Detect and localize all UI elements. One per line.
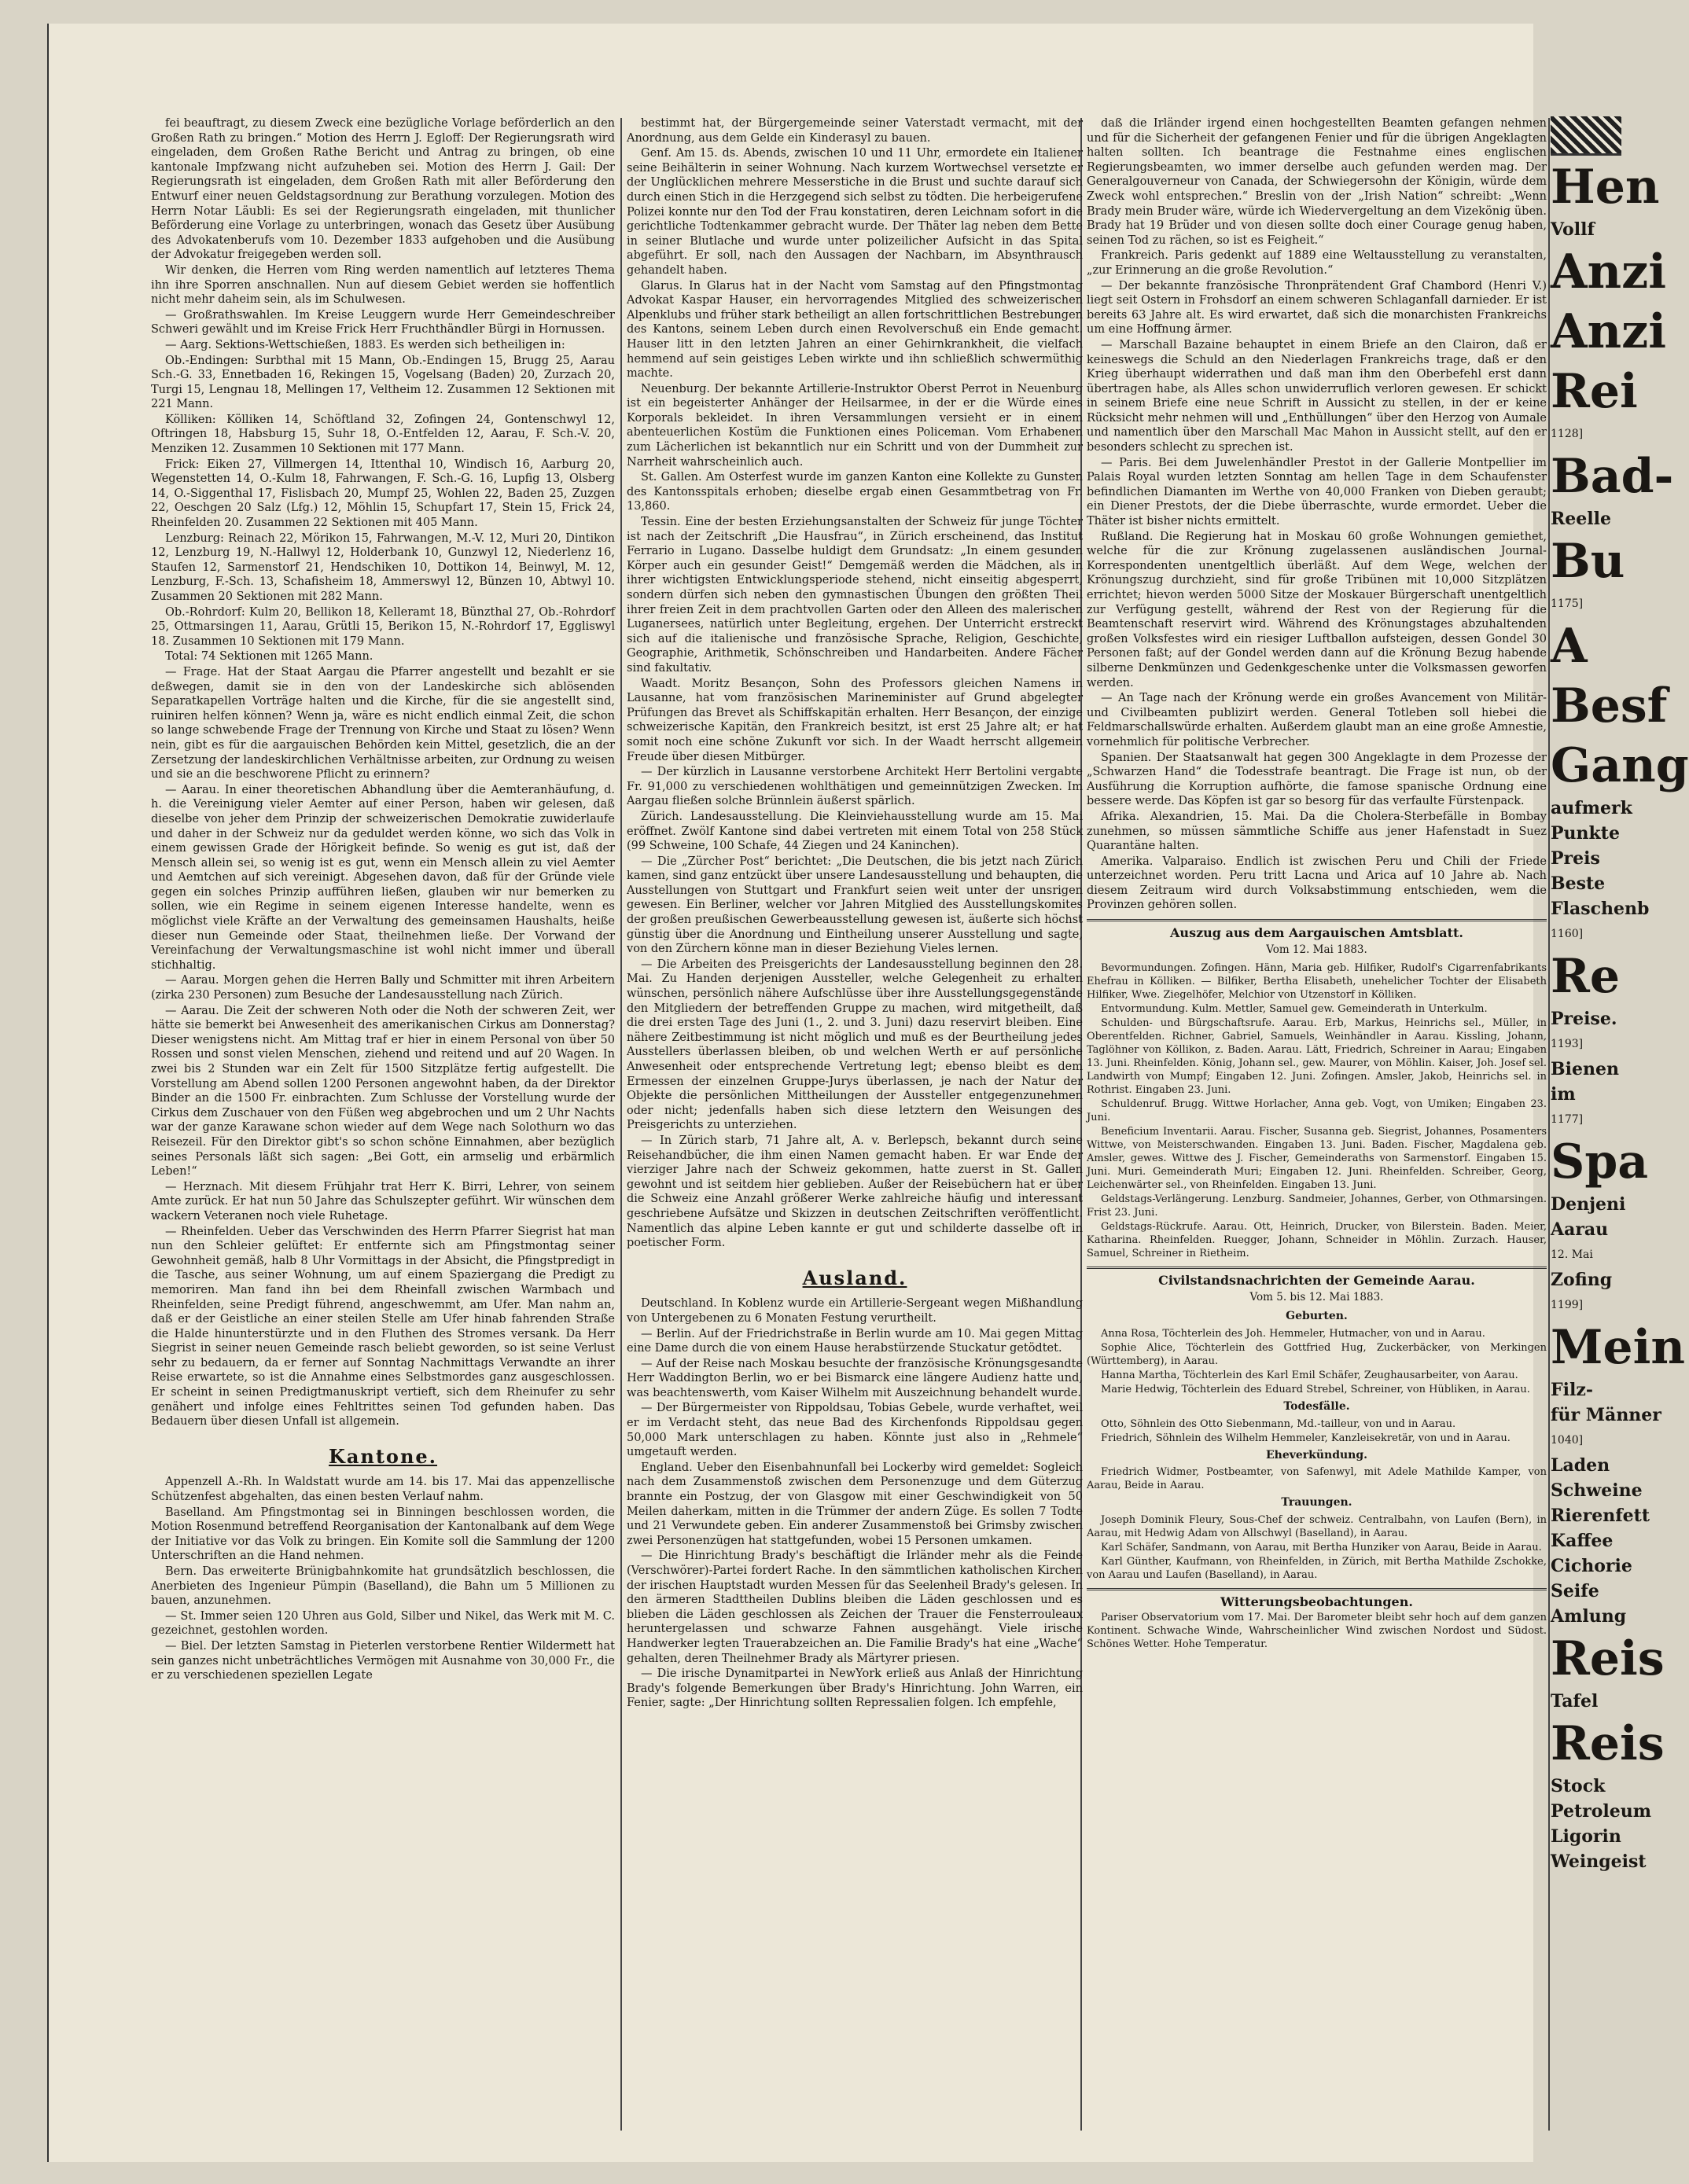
article-paragraph: Karl Schäfer, Sandmann, von Aarau, mit Bertha Hunziker von Aarau, Beide in Aarau. (1101, 1541, 1542, 1553)
article-paragraph: bestimmt hat, der Bürgergemeinde seiner Vaterstadt vermacht, mit der Anordnung, aus dem Gelde ein Kinderasyl zu bauen. (627, 117, 1083, 145)
adjacent-page-fragment: 1199] (1551, 1299, 1584, 1311)
article-paragraph: — Großrathswahlen. Im Kreise Leuggern wurde Herr Gemeindeschreiber Schweri gewählt und im Kreise Frick Herr Fruchthändler Bürgi in Hornussen. (151, 308, 615, 336)
article-paragraph: Sophie Alice, Töchterlein des Gottfried Hug, Zuckerbäcker, von Merkingen (Württemberg), in Aarau. (1087, 1342, 1547, 1368)
article-paragraph: Appenzell A.-Rh. In Waldstatt wurde am 14. bis 17. Mai das appenzellische Schützenfest abgehalten, das einen besten Verlauf nahm. (151, 1476, 615, 1504)
article-paragraph: Joseph Dominik Fleury, Sous-Chef der schweiz. Centralbahn, von Laufen (Bern), in Aarau, mit Hedwig Adam von Allschwyl (Baselland), in Aarau. (1087, 1513, 1547, 1539)
article-paragraph: — Aarg. Sektions-Wettschießen, 1883. Es werden sich betheiligen in: (165, 338, 565, 351)
article-paragraph: Neuenburg. Der bekannte Artillerie-Instruktor Oberst Perrot in Neuenburg ist ein begeisterter Anhänger der Heilsarmee, in der er die Würde eines Korporals bekleidet. In ihren Versammlungen versieht er in einem abenteuerlichen Kostüm die Funktionen eines Policeman. Vom Erhabenen zum Lächerlichen ist bekanntlich nur ein Schritt und von der Dummheit zur Narrheit wahrscheinlich auch. (627, 382, 1083, 469)
article-paragraph: — Die Hinrichtung Brady's beschäftigt die Irländer mehr als die Feinde (Verschwörer)-Partei fordert Rache. In den sämmtlichen katholischen Kirchen der irischen Hauptstadt wurden Messen für das Seelenheil Brady's gelesen. In den ärmeren Stadttheilen Dublins bleiben die Läden geschlossen und es blieben die Läden geschlossen als Zeichen der Trauer die Fensterrouleaux heruntergelassen und schwarze Fahnen ausgehängt. Viele irische Handwerker legten Trauerabzeichen an. Die Familie Brady's hat eine „Wache“ gehalten, deren Theilnehmer Brady als Märtyrer priesen. (627, 1550, 1083, 1665)
adjacent-page-fragment: Besf (1551, 678, 1668, 734)
adjacent-page-fragment: Stock (1551, 1776, 1606, 1796)
article-paragraph: — Der kürzlich in Lausanne verstorbene Architekt Herr Bertolini vergabte Fr. 91,000 zu verschiedenen wohlthätigen und gemeinnützigen Zwecken. Im Aargau fließen solche Brünnlein äußerst spärlich. (627, 766, 1083, 808)
article-paragraph: — Auf der Reise nach Moskau besuchte der französische Krönungsgesandte Herr Waddington Berlin, wo er bei Bismarck eine längere Audienz hatte und, was beachtenswerth, vom Kaiser Wilhelm mit Auszeichnung behandelt wurde. (627, 1357, 1083, 1399)
article-paragraph: Genf. Am 15. ds. Abends, zwischen 10 und 11 Uhr, ermordete ein Italiener seine Beihälterin in seiner Wohnung. Nach kurzem Wortwechsel versetzte er der Unglücklichen mehrere Messerstiche in die Brust und suchte darauf sich durch einen Stich in die Herzgegend sich selbst zu tödten. Die herbeigerufene Polizei konnte nur den Tod der Frau konstatiren, deren Leichnam sofort in die gerichtliche Todtenkammer gebracht wurde. Der Thäter lag neben dem Bette in seiner Blutlache und wurde unter polizeilicher Aufsicht in das Spital abgeführt. Er soll, nach den Aussagen der Nachbarn, im Absynthrausch gehandelt haben. (627, 147, 1083, 277)
adjacent-page-fragment: Vollf (1551, 219, 1595, 240)
adjacent-page-fragment: im (1551, 1084, 1576, 1105)
article-paragraph: — Die irische Dynamitpartei in NewYork erließ aus Anlaß der Hinrichtung Brady's folgende Bemerkungen über Brady's Hinrichtung. John Warren, ein Fenier, sagte: „Der Hinrichtung sollten Repressalien folgen. Ich empfehle, (627, 1667, 1083, 1710)
article-paragraph: Wir denken, die Herren vom Ring werden namentlich auf letzteres Thema ihn ihre Sporren anschnallen. Nun auf diesem Gebiet werden sie hoffentlich nicht mehr daheim sein, als im Schulwesen. (151, 263, 615, 307)
article-paragraph: England. Ueber den Eisenbahnunfall bei Lockerby wird gemeldet: Sogleich nach dem Zusammenstoß zwischen dem Personenzuge und dem Güterzug brannte ein Postzug, der von Glasgow mit einer Geschwindigkeit von 50 Meilen daherkam, mitten in die Trümmer der andern Züge. Es sollen 7 Todte und 21 Verwundete geben. Ein anderer Zusammenstoß bei Grimsby zwischen zwei Personenzügen hat stattgefunden, wobei 15 Personen umkamen. (627, 1461, 1083, 1547)
article-paragraph: Ob.-Endingen: Surbthal mit 15 Mann, Ob.-Endingen 15, Brugg 25, Aarau Sch.-G. 33, Ennetbaden 16, Rekingen 15, Vogelsang (Baden) 20, Zurzach 20, Turgi 15, Lengnau 18, Mellingen 17, Veltheim 12. Zusammen 12 Sektionen mit 221 Mann. (151, 354, 615, 411)
adjacent-page-fragment: Mein (1551, 1320, 1686, 1375)
article-paragraph: daß die Irländer irgend einen hochgestellten Beamten gefangen nehmen und für die Sicherheit der gefangenen Fenier und für die übrigen Angeklagten halten sollten. Ich beantrage die Festnahme eines englischen Regierungsbeamten, wo immer derselbe auch gefunden werden mag. Der Generalgouverneur von Canada, der Schwiegersohn der Königin, würde dem Zweck wohl entsprechen.“ Breslin von der „Irish Nation“ schreibt: „Wenn Brady mein Bruder wäre, würde ich Wiedervergeltung an dem Vizekönig üben. Brady hat 19 Brüder und von diesen sollte doch einer Courage genug haben, seinen Tod zu rächen, so ist es Feigheit.“ (1087, 117, 1547, 247)
adjacent-page-fragment: Punkte (1551, 823, 1620, 844)
article-paragraph: Geldstags-Rückrufe. Aarau. Ott, Heinrich, Drucker, von Bilerstein. Baden. Meier, Katharina. Rheinfelden. Ruegger, Johann, Schneider in Möhlin. Zurzach. Hauser, Samuel, Schreiner in Rietheim. (1087, 1221, 1547, 1260)
adjacent-page-fragment: Rei (1551, 364, 1638, 419)
adjacent-page-fragment: Petroleum (1551, 1801, 1652, 1822)
article-paragraph: — Aarau. Morgen gehen die Herren Bally und Schmitter mit ihren Arbeitern (zirka 230 Personen) zum Besuche der Landesausstellung nach Zürich. (151, 974, 615, 1002)
article-paragraph: Deutschland. In Koblenz wurde ein Artillerie-Sergeant wegen Mißhandlung von Untergebenen zu 6 Monaten Festung verurtheilt. (627, 1297, 1083, 1325)
adjacent-page-fragment: Beste (1551, 873, 1606, 894)
marriage-announce-title: Eheverkündung. (1265, 1448, 1368, 1462)
adjacent-page-fragment: Anzi (1551, 304, 1667, 359)
adjacent-page-fragment: 1128] (1551, 428, 1584, 440)
article-paragraph: Marie Hedwig, Töchterlein des Eduard Strebel, Schreiner, von Hübliken, in Aarau. (1101, 1384, 1530, 1396)
article-paragraph: Friedrich Widmer, Postbeamter, von Safenwyl, mit Adele Mathilde Kamper, von Aarau, Beide in Aarau. (1087, 1466, 1547, 1492)
adjacent-page-fragment: Preis (1551, 848, 1600, 869)
article-paragraph: Frick: Eiken 27, Villmergen 14, Ittenthal 10, Windisch 16, Aarburg 20, Wegenstetten 14, O.-Kulm 18, Fahrwangen, F. Sch.-G. 16, Lupfig 13, Olsberg 14, O.-Siggenthal 17, Fislisbach 20, Mumpf 25, Wohlen 22, Baden 25, Zuzgen 22, Oeschgen 20 Salz (Lfg.) 12, Möhlin 15, Schupfart 17, Stein 15, Frick 24, Rheinfelden 20. Zusammen 22 Sektionen mit 405 Mann. (151, 458, 615, 530)
article-paragraph: — Marschall Bazaine behauptet in einem Briefe an den Clairon, daß er keineswegs die Schuld an den Niederlagen Frankreichs trage, daß er den Krieg überhaupt widerrathen und daß man ihm den Oberbefehl erst dann übertragen habe, als Alles schon unwiderruflich verloren gewesen. Er schickt in seinem Briefe eine neue Schrift in Aussicht zu stellen, in der er keine Rücksicht mehr nehmen will und „Enthüllungen“ über den Herzog von Aumale und namentlich über den Marschall Mac Mahon in Aussicht stellt, auf den er besonders schlecht zu sprechen ist. (1087, 338, 1547, 454)
adjacent-page-fragment: Tafel (1551, 1691, 1599, 1712)
section-title-kantone: Kantone. (328, 1444, 438, 1468)
article-paragraph: — Die „Zürcher Post“ berichtet: „Die Deutschen, die bis jetzt nach Zürich kamen, sind ganz entzückt über unsere Landesausstellung und behaupten, die Ausstellungen von Stuttgart und Frankfurt seien weit unter der unsrigen gewesen. Ein Berliner, welcher vor Jahren Mitglied des Ausstellungskomites der großen preußischen Gewerbeausstellung gewesen ist, äußerte sich höchst günstig über die Anordnung und Eintheilung unserer Ausstellung und sagte, von den Zürchern könne man in dieser Beziehung Vieles lernen. (627, 855, 1083, 956)
marriages-title: Trauungen. (1281, 1496, 1352, 1509)
adjacent-page-fragment: Bienen (1551, 1059, 1619, 1079)
amtsblatt-date: Vom 12. Mai 1883. (1266, 943, 1367, 956)
column-1 (151, 116, 615, 2129)
adjacent-page-fragment: Hen (1551, 160, 1660, 215)
adjacent-page-fragment: aufmerk (1551, 798, 1632, 818)
article-paragraph: Baselland. Am Pfingstmontag sei in Binningen beschlossen worden, die Motion Rosenmund betreffend Reorganisation der Kantonalbank auf dem Wege der Initiative vor das Volk zu bringen. Ein Komite soll die Sammlung der 1200 Unterschriften an die Hand nehmen. (151, 1506, 615, 1563)
adjacent-page-fragment: 12. Mai (1551, 1248, 1593, 1261)
article-paragraph: — An Tage nach der Krönung werde ein großes Avancement von Militär- und Civilbeamten publizirt werden. General Totleben soll hiebei die Feldmarschallswürde erhalten. Außerdem glaubt man an eine große Amnestie, vornehmlich für politische Verbrecher. (1087, 692, 1547, 748)
adjacent-page-fragment: Rierenfett (1551, 1506, 1650, 1526)
article-paragraph: Bern. Das erweiterte Brünigbahnkomite hat grundsätzlich beschlossen, die Anerbieten des Ingenieur Pümpin (Baselland), die Bahn um 5 Millionen zu bauen, anzunehmen. (151, 1565, 615, 1608)
article-paragraph: St. Gallen. Am Osterfest wurde im ganzen Kanton eine Kollekte zu Gunsten des Kantonsspitals erhoben; dieselbe ergab einen Gesammtbetrag von Fr. 13,860. (627, 471, 1083, 513)
column-rule (620, 118, 622, 2131)
adjacent-page-fragment: Reelle (1551, 509, 1611, 529)
article-paragraph: Friedrich, Söhnlein des Wilhelm Hemmeler, Kanzleisekretär, von und in Aarau. (1101, 1432, 1511, 1444)
civil-title: Civilstandsnachrichten der Gemeinde Aarau. (1087, 1267, 1547, 1289)
article-paragraph: Tessin. Eine der besten Erziehungsanstalten der Schweiz für junge Töchter ist nach der Zeitschrift „Die Hausfrau“, in Zürich erscheinend, das Institut Ferrario in Lugano. Dasselbe huldigt dem Grundsatz: „In einem gesunden Körper auch ein gesunder Geist!“ Demgemäß werden die Mädchen, als in ihrer wichtigsten Entwicklungsperiode stehend, nicht einseitig abgesperrt, sondern dürfen sich neben den gymnastischen Übungen den größten Theil ihrer freien Zeit in dem prachtvollen Garten oder den Alleen des malerischen Luganersees, natürlich unter Begleitung, ergehen. Der Unterricht erstreckt sich auf die italienische und französische Sprache, Religion, Geschichte, Geographie, Arithmetik, Schönschreiben und Handarbeiten. Andere Fächer sind fakultativ. (627, 516, 1083, 675)
article-paragraph: Schulden- und Bürgschaftsrufe. Aarau. Erb, Markus, Heinrichs sel., Müller, in Oberentfelden. Richner, Gabriel, Samuels, Weinhändler in Aarau. Kissling, Johann, Taglöhner von Köllikon, z. Baden. Aarau. Lätt, Friedrich, Schreiner in Aarau; Eingaben 13. Juni. Rheinfelden. König, Johann sel., gew. Maurer, von Möhlin. Kaiser, Joh. Josef sel. Landwirth von Mumpf; Eingaben 12. Juni. Zofingen. Amsler, Jakob, Heinrichs sel. in Rothrist. Eingaben 23. Juni. (1087, 1017, 1547, 1097)
adjacent-page-fragment: 1177] (1551, 1113, 1584, 1126)
adjacent-page-fragment: Cichorie (1551, 1556, 1632, 1576)
civil-date: Vom 5. bis 12. Mai 1883. (1249, 1290, 1384, 1303)
adjacent-page-fragment: Zofing (1551, 1270, 1613, 1290)
article-paragraph: — Der Bürgermeister von Rippoldsau, Tobias Gebele, wurde verhaftet, weil er im Verdacht steht, das neue Bad des Kirchenfonds Rippoldsau gegen 50,000 Mark unterschlagen zu haben. Könnte just also in „Rehmele“ umgetauft werden. (627, 1402, 1083, 1459)
article-paragraph: Anna Rosa, Töchterlein des Joh. Hemmeler, Hutmacher, von und in Aarau. (1101, 1328, 1485, 1340)
adjacent-page-fragment: für Männer (1551, 1405, 1661, 1425)
article-paragraph: Glarus. In Glarus hat in der Nacht vom Samstag auf den Pfingstmontag Advokat Kaspar Hauser, ein hervorragendes Mitglied des schweizerischen Alpenklubs und früher stark betheiligt an allen fortschrittlichen Bestrebungen des Kantons, seinem Leben durch einen Revolverschuß ein Ende gemacht. Hauser litt in den letzten Jahren an einer Gehirnkrankheit, die vielfach hemmend auf sein geistiges Leben wirkte und ihn schließlich schwermüthig machte. (627, 279, 1083, 381)
adjacent-page-fragment: Weingeist (1551, 1851, 1647, 1872)
article-paragraph: Afrika. Alexandrien, 15. Mai. Da die Cholera-Sterbefälle in Bombay zunehmen, so müssen sämmtliche Schiffe aus jener Hafenstadt in Suez Quarantäne halten. (1087, 810, 1547, 853)
adjacent-page-fragment: Aarau (1551, 1219, 1609, 1240)
column-rule (1548, 118, 1550, 2131)
article-paragraph: Frankreich. Paris gedenkt auf 1889 eine Weltausstellung zu veranstalten, „zur Erinnerung an die große Revolution.“ (1087, 249, 1547, 277)
article-paragraph: — Herznach. Mit diesem Frühjahr trat Herr K. Birri, Lehrer, von seinem Amte zurück. Er hat nun 50 Jahre das Schulszepter geführt. Wir wünschen dem wackern Veteranen noch viele Ruhetage. (151, 1180, 615, 1223)
article-paragraph: Bevormundungen. Zofingen. Hänn, Maria geb. Hilfiker, Rudolf's Cigarrenfabrikants Ehefrau in Kölliken. — Bilfiker, Bertha Elisabeth, unehelicher Tochter der Elisabeth Hilfiker, Wwe. Ziegelhöfer, Melchior von Utzenstorf in Kölliken. (1087, 962, 1547, 1002)
article-paragraph: Schuldenruf. Brugg. Wittwe Horlacher, Anna geb. Vogt, von Umiken; Eingaben 23. Juni. (1087, 1098, 1547, 1124)
article-paragraph: Spanien. Der Staatsanwalt hat gegen 300 Angeklagte in dem Prozesse der „Schwarzen Hand“ die Todesstrafe beantragt. Die Frage ist nun, ob der Ausführung die Korruption aufhörte, die famose spanische Ordnung eine bessere werde. Das Köpfen ist gar so besorg für das verfaulte Fürstenpack. (1087, 751, 1547, 808)
adjacent-page-fragment: Bu (1551, 534, 1625, 589)
adjacent-page-fragment: Gang (1551, 738, 1689, 793)
adjacent-page-fragment: Anzi (1551, 245, 1667, 300)
article-paragraph: Beneficium Inventarii. Aarau. Fischer, Susanna geb. Siegrist, Johannes, Posamenters Wittwe, von Meisterschwanden. Eingaben 13. Juni. Baden. Fischer, Magdalena geb. Amsler, gewes. Wittwe des J. Fischer, Gemeinderaths von Sarmenstorf. Eingaben 15. Juni. Muri. Gemeinderath Muri; Eingaben 12. Juni. Rheinfelden. Schreiber, Georg, Leichenwärter sel., von Rheinfelden. Eingaben 13. Juni. (1087, 1126, 1547, 1192)
deaths-title: Todesfälle. (1283, 1400, 1350, 1414)
adjacent-page-fragment: Amlung (1551, 1606, 1627, 1627)
adjacent-page-fragment: 1193] (1551, 1038, 1584, 1050)
adjacent-page-fragment: Spa (1551, 1134, 1649, 1189)
article-paragraph: Total: 74 Sektionen mit 1265 Mann. (165, 650, 373, 664)
article-paragraph: fei beauftragt, zu diesem Zweck eine bezügliche Vorlage beförderlich an den Großen Rath zu bringen.“ Motion des Herrn J. Egloff: Der Regierungsrath wird eingeladen, dem Großen Rathe Bericht und Antrag zu bringen, ob eine kantonale Impfzwang nicht aufzuheben sei. Motion des Herrn J. Gail: Der Regierungsrath ist eingeladen, dem Großen Rath mit aller Beförderung den Entwurf einer neuen Geldstagsordnung zur Berathung vorzulegen. Motion des Herrn Notar Läubli: Es sei der Regierungsrath eingeladen, mit thunlicher Beförderung eine Vorlage zu unterbringen, wonach das Gesetz über Ausübung des Advokatenberufs vom 10. Dezember 1833 aufgehoben und die Ausübung der Advokatur freigegeben werden soll. (151, 117, 615, 262)
adjacent-page-fragment: A (1551, 619, 1588, 674)
article-paragraph: Ob.-Rohrdorf: Kulm 20, Bellikon 18, Kelleramt 18, Bünzthal 27, Ob.-Rohrdorf 25, Ottmarsingen 11, Aarau, Grütli 15, Berikon 15, N.-Rohrdorf 17, Eggliswyl 18. Zusammen 10 Sektionen mit 179 Mann. (151, 605, 615, 648)
article-paragraph: Entvormundung. Kulm. Mettler, Samuel gew. Gemeinderath in Unterkulm. (1101, 1003, 1488, 1016)
article-paragraph: — Berlin. Auf der Friedrichstraße in Berlin wurde am 10. Mai gegen Mittag eine Dame durch die von einem Hause herabstürzende Stuckatur getödtet. (627, 1327, 1083, 1355)
article-paragraph: Rußland. Die Regierung hat in Moskau 60 große Wohnungen gemiethet, welche für die zur Krönung zugelassenen ausländischen Journal-Korrespondenten unentgeltlich überläßt. Auf dem Wege, welchen der Krönungszug durchzieht, sind für große Tribünen mit 10,000 Sitzplätzen errichtet; hievon werden 5000 Sitze der Moskauer Bürgerschaft unentgeltlich zur Verfügung gestellt, während der Rest von der Regierung für die Beamtenschaft reservirt wird. Während des Krönungstages abzuhaltenden großen Volksfestes wird ein riesiger Luftballon aufsteigen, dessen Gondel 30 Personen faßt; auf der Gondel werden dann auf die Krönung Bezug habende silberne Denkmünzen und Gedenkgeschenke unter die Volksmassen geworfen werden. (1087, 530, 1547, 689)
article-paragraph: — St. Immer seien 120 Uhren aus Gold, Silber und Nikel, das Werk mit M. C. gezeichnet, gestohlen worden. (151, 1609, 615, 1638)
article-paragraph: Geldstags-Verlängerung. Lenzburg. Sandmeier, Johannes, Gerber, von Othmarsingen. Frist 23. Juni. (1087, 1193, 1547, 1219)
article-paragraph: Kölliken: Kölliken 14, Schöftland 32, Zofingen 24, Gontenschwyl 12, Oftringen 18, Habsburg 15, Suhr 18, O.-Entfelden 12, Aarau, F. Sch.-V. 20, Menziken 12. Zusammen 10 Sektionen mit 177 Mann. (151, 413, 615, 456)
article-paragraph: — Die Arbeiten des Preisgerichts der Landesausstellung beginnen den 28. Mai. Zu Handen derjenigen Aussteller, welche Gelegenheit zu erhalten wünschen, persönlich nähere Aufschlüsse über ihre Ausstellungsgegenstände den Mitgliedern der betreffenden Gruppe zu machen, wird mitgetheilt, daß die drei ersten Tage des Juni (1., 2. und 3. Juni) dazu reservirt bleiben. Eine nähere Zeitbestimmung ist nicht möglich und muß es der Beurtheilung jedes Ausstellers überlassen bleiben, ob und welchen Werth er auf persönliche Anwesenheit oder entsprechende Vertretung legt; ebenso bleibt es dem Ermessen der einzelnen Gruppe-Jurys überlassen, je nach der Natur der Objekte die persönlichen Mittheilungen der Aussteller entgegenzunehmen oder nicht; jedenfalls haben sich diese letztern den Weisungen des Preisgerichts zu unterziehen. (627, 958, 1083, 1132)
article-paragraph: — Aarau. Die Zeit der schweren Noth oder die Noth der schweren Zeit, wer hätte sie bemerkt bei Anwesenheit des amerikanischen Cirkus am Donnerstag? Dieser wenigstens nicht. Am Mittag traf er hier in einem Personal von über 50 Rossen und sonst vielen Menschen, ziehend und reitend und auf 20 Wagen. In zwei bis 2 Stunden war ein Zelt für 1500 Sitzplätze fertig aufgestellt. Die Vorstellung am Abend sollen 1200 Personen angewohnt haben, da der Direktor Binder an die 1500 Fr. einbrachten. Zum Schlusse der Vorstellung wurde der Cirkus dem Zuschauer von den Füßen weg abgebrochen und um 2 Uhr Nachts war der ganze Karawane schon wieder auf dem Wege nach Solothurn wo das Reisezeil. Für den Direktor gibt's so schon schöne Einnahmen, aber bezüglich seines Personals läßt sich sagen: „Bei Gott, ein armselig und erbärmlich Leben!“ (151, 1004, 615, 1178)
article-paragraph: — Biel. Der letzten Samstag in Pieterlen verstorbene Rentier Wildermett hat sein ganzes nicht unbeträchtliches Vermögen mit Ausnahme von 30,000 Fr., die er zu verschiedenen speziellen Legate (151, 1639, 615, 1682)
weather-title: Witterungsbeobachtungen. (1087, 1588, 1547, 1610)
section-title-ausland: Ausland. (802, 1266, 907, 1289)
article-paragraph: — In Zürich starb, 71 Jahre alt, A. v. Berlepsch, bekannt durch seine Reisehandbücher, die ihm einen Namen gemacht haben. Er war Ende der vierziger Jahre nach der Schweiz gekommen, hatte zuerst in St. Gallen gewohnt und ist seitdem hier geblieben. Außer der Reisebüchern hat er über die Schweiz eine Anzahl größerer Werke zahlreiche häufig und interessant geschriebene Aufsätze und Skizzen in deutschen Zeitschriften veröffentlicht. Namentlich das alpine Leben kannte er gut und schilderte dasselbe oft in poetischer Form. (627, 1134, 1083, 1250)
adjacent-page-fragment: Reis (1551, 1716, 1665, 1771)
adjacent-page-fragment: Seife (1551, 1581, 1599, 1601)
adjacent-page-fragment: 1040] (1551, 1434, 1584, 1447)
article-paragraph: Zürich. Landesausstellung. Die Kleinviehausstellung wurde am 15. Mai eröffnet. Zwölf Kantone sind dabei vertreten mit einem Total von 258 Stück (99 Schweine, 100 Schafe, 44 Ziegen und 24 Kaninchen). (627, 810, 1083, 853)
adjacent-page-fragment: 1175] (1551, 597, 1584, 610)
column-3 (1087, 116, 1547, 2129)
adjacent-page-fragment: Flaschenb (1551, 899, 1650, 919)
article-paragraph: — Rheinfelden. Ueber das Verschwinden des Herrn Pfarrer Siegrist hat man nun den Schleier gelüftet: Er entfernte sich am Pfingstmontag seiner Gewohnheit gemäß, halb 8 Uhr Vormittags in der Absicht, die Pfingstpredigt in die Tasche, aus seiner Wohnung, um auf einem Spaziergang die Predigt zu memoriren. Man fand ihn bei dem Rheinfall zwischen Warmbach und Rheinfelden, seine Predigt führend, angeschwemmt, am Ufer. Man nahm an, daß er der Geistliche an einer steilen Stelle am Ufer hinab fahrenden Straße die Halde hinunterstürzte und in den Fluthen des Stromes versank. Da Herr Siegrist in seiner neuen Gemeinde rasch beliebt geworden, so ist seine Verlust sehr zu bedauern, da er ferner auf Sonntag Nachmittags Verwandte an ihrer Reise erwartete, so ist die Annahme eines Selbstmordes ganz ausgeschlossen. Er scheint in seinen Predigtmanuskript vertieft, sich dem Rheinufer zu sehr genähert und infolge eines Fehltrittes seinen Tod gefunden haben. Das Bedauern über diesen Unfall ist allgemein. (151, 1225, 615, 1428)
article-paragraph: — Aarau. In einer theoretischen Abhandlung über die Aemteranhäufung, d. h. die Vereinigung vieler Aemter auf einer Person, haben wir gelesen, daß dieselbe von jeher dem Prinzip der schweizerischen Demokratie zuwiderlaufe und daher in der Schweiz nur da geduldet werden könne, wo sich das Volk in einem gewissen Grade der Hörigkeit befinde. So wenig es gut ist, daß der Mensch allein sei, so wenig ist es gut, wenn ein Mensch allein zu viel Aemter und Aemtchen auf sich vereinigt. Abgesehen davon, daß für der Gründe viele gegen ein solches Prinzip aufführen ließen, glauben wir nur bemerken zu sollen, wie ein Regime in seinem eigenen Interesse handelte, wenn es möglichst viele Kräfte an der Verwaltung des gemeinsamen Haushalts, heiße dieser nun Gemeinde oder Staat, theilnehmen ließe. Der Vorwand der Vereinfachung der Verwaltungsmaschine ist wohl nicht immer und überall stichhaltig. (151, 783, 615, 972)
article-paragraph: — Frage. Hat der Staat Aargau die Pfarrer angestellt und bezahlt er sie deßwegen, damit sie in den von der Landeskirche sich ablösenden Separatkapellen Vorträge halten und die Kirche, für die sie angestellt sind, ruiniren helfen können? Wenn ja, wäre es nicht endlich einmal Zeit, die schon so lange schwebende Frage der Trennung von Kirche und Staat zu lösen? Wenn nein, gibt es für die aargauischen Behörden kein Mittel, gesetzlich, die an der Zersetzung der landeskirchlichen Verhältnisse arbeiten, zur Ordnung zu weisen und sie an die beschworene Pflicht zu erinnern? (151, 665, 615, 781)
adjacent-page-edge (1551, 116, 1689, 2129)
adjacent-page-fragment: Re (1551, 949, 1621, 1004)
adjacent-page-fragment: Filz- (1551, 1380, 1593, 1400)
adjacent-page-fragment: Preise. (1551, 1009, 1617, 1029)
newspaper-page (47, 24, 1689, 2162)
adjacent-page-fragment: 1160] (1551, 928, 1584, 940)
article-paragraph: Otto, Söhnlein des Otto Siebenmann, Md.-tailleur, von und in Aarau. (1101, 1417, 1456, 1430)
adjacent-page-fragment: Schweine (1551, 1480, 1643, 1501)
adjacent-page-fragment: Ligorin (1551, 1826, 1621, 1847)
weather-text: Pariser Observatorium vom 17. Mai. Der Barometer bleibt sehr hoch auf dem ganzen Kontinent. Schwache Winde, Wahrscheinlicher Wind zwischen Nordost und Südost. Schönes Wetter. Hohe Temperatur. (1087, 1612, 1547, 1651)
article-paragraph: Lenzburg: Reinach 22, Mörikon 15, Fahrwangen, M.-V. 12, Muri 20, Dintikon 12, Lenzburg 19, N.-Hallwyl 12, Holderbank 10, Gunzwyl 12, Niederlenz 16, Staufen 12, Sarmenstorf 21, Hendschiken 10, Dottikon 14, Beinwyl, M. 12, Lenzburg, F.-Sch. 13, Schafisheim 18, Ammerswyl 12, Bünzen 10, Abtwyl 10. Zusammen 20 Sektionen mit 282 Mann. (151, 531, 615, 603)
article-paragraph: — Der bekannte französische Thronprätendent Graf Chambord (Henri V.) liegt seit Ostern in Frohsdorf an einem schweren Schlaganfall darnieder. Er ist bereits 63 Jahre alt. Es wird erwartet, daß sich die monarchisten Frankreichs um eine Hoffnung ärmer. (1087, 279, 1547, 336)
article-paragraph: — Paris. Bei dem Juwelenhändler Prestot in der Gallerie Montpellier im Palais Royal wurden letzten Sonntag am hellen Tage in dem Schaufenster befindlichen Diamanten im Werthe von 40,000 Franken von Dieben geraubt; ein Diener Prestots, der die Diebe überraschte, wurde ermordet. Ueber die Thäter ist bisher nichts ermittelt. (1087, 456, 1547, 528)
adjacent-page-fragment: Bad- (1551, 449, 1674, 504)
adjacent-page-fragment: Kaffee (1551, 1531, 1614, 1551)
column-2 (627, 116, 1083, 2129)
article-paragraph: Waadt. Moritz Besançon, Sohn des Professors gleichen Namens in Lausanne, hat vom französischen Marineminister auf Grund abgelegter Prüfungen das Brevet als Schiffskapitän erhalten. Herr Besançon, der einzige schweizerische Kapitän, den Frankreich besitzt, ist erst 25 Jahre alt; er hat somit noch eine schöne Zukunft vor sich. In der Waadt herrscht allgemein Freude über diesen Mitbürger. (627, 677, 1083, 763)
article-paragraph: Hanna Martha, Töchterlein des Karl Emil Schäfer, Zeughausarbeiter, von Aarau. (1101, 1370, 1518, 1382)
amtsblatt-title: Auszug aus dem Aargauischen Amtsblatt. (1087, 919, 1547, 941)
ad-border-pattern (1551, 116, 1621, 156)
adjacent-page-fragment: Denjeni (1551, 1194, 1626, 1215)
births-title: Geburten. (1286, 1310, 1348, 1323)
article-paragraph: Karl Günther, Kaufmann, von Rheinfelden, in Zürich, mit Bertha Mathilde Zschokke, von Aarau und Laufen (Baselland), in Aarau. (1087, 1555, 1547, 1581)
article-paragraph: Amerika. Valparaiso. Endlich ist zwischen Peru und Chili der Friede unterzeichnet worden. Peru tritt Lacna und Arica auf 10 Jahre ab. Nach diesem Zeitraum wird durch Volksabstimmung entschieden, wem die Provinzen gehören sollen. (1087, 855, 1547, 912)
adjacent-page-fragment: Reis (1551, 1631, 1665, 1686)
adjacent-page-fragment: Laden (1551, 1455, 1610, 1476)
